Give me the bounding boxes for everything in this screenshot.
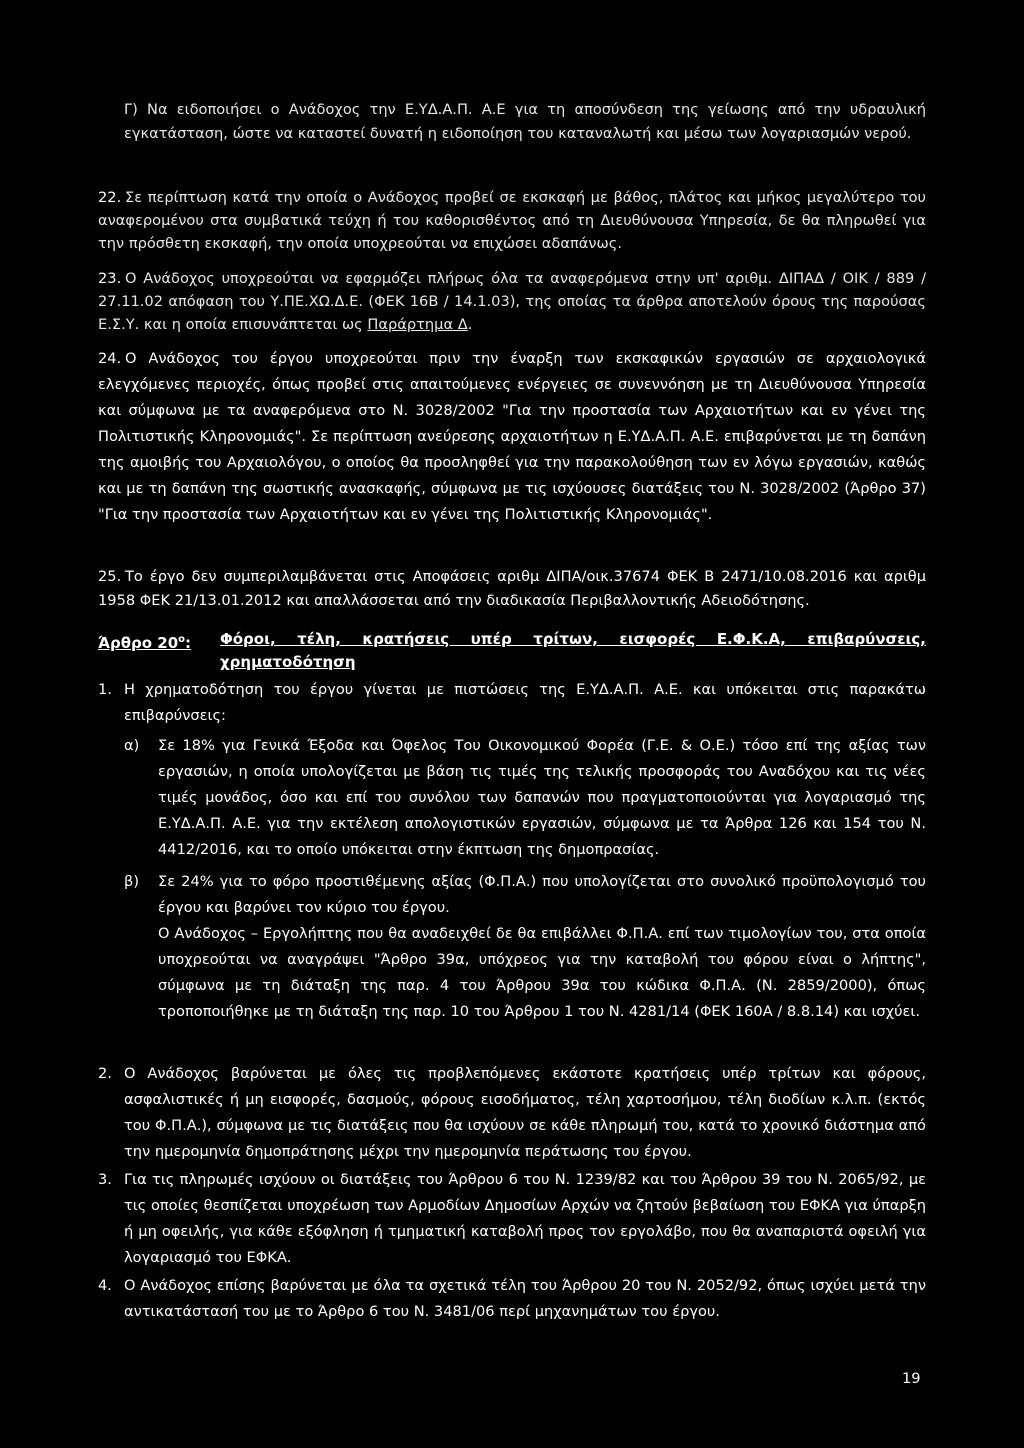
item-25-text: [98, 565, 926, 613]
appendix-d-link[interactable]: Παράρτημα Δ: [367, 316, 468, 333]
item-1-text: Η χρηματοδότηση του έργου γίνεται με πιστώσεις της Ε.ΥΔ.Α.Π. Α.Ε. και υπόκειται στις παρακάτω επιβαρύνσεις:: [124, 681, 926, 724]
item-23-end: .: [467, 316, 473, 333]
item-22-text: [98, 186, 926, 255]
item-3-text: Για τις πληρωμές ισχύουν οι διατάξεις του Άρθρου 6 του Ν. 1239/82 και του Άρθρου 39 του Ν. 2065/92, με τις οποίες θεσπίζεται υποχρέωση των Αρμοδίων Δημοσίων Αρχών να ζητούν βεβαίωση του ΕΦΚΑ για ύπαρξη ή μη οφειλής, για κάθε εξόφληση ή τμηματική καταβολή προς τον εργολάβο, που θα αναπαριστά οφειλή για λογαριασμό του ΕΦΚΑ.: [124, 1171, 926, 1266]
item-24-body: Ο Ανάδοχος του έργου υποχρεούται πριν την έναρξη των εκσκαφικών εργασιών σε αρχαιολογικά ελεγχόμενες περιοχές, όπως προβεί στις απαιτούμενες ενέργειες σε συνεννόηση με τη Διευθύνουσα Υπηρεσία και σύμφωνα με τα αναφερόμενα στο Ν. 3028/2002 "Για την προστασία των Αρχαιοτήτων και εν γένει της Πολιτιστικής Κληρονομιάς". Σε περίπτωση ανεύρεσης αρχαιοτήτων η Ε.ΥΔ.Α.Π. Α.Ε. επιβαρύνεται με τη δαπάνη της αμοιβής του Αρχαιολόγου, ο οποίος θα προσληφθεί για την παρακολούθηση των εν λόγω εργασιών, καθώς και με τη δαπάνη της σωστικής ανασκαφής, σύμφωνα με τις ισχύουσες διατάξεις του Ν. 3028/2002 (Άρθρο 37) "Για την προστασία των Αρχαιοτήτων και εν γένει της Πολιτιστικής Κληρονομιάς".: [98, 350, 926, 523]
article-label: [98, 634, 191, 652]
page-number: 19: [902, 1370, 921, 1387]
item-4-number: 4.: [98, 1277, 112, 1294]
article-20-heading: [98, 628, 926, 671]
sub-b-text-2: Ο Ανάδοχος – Εργολήπτης που θα αναδειχθεί δε θα επιβάλλει Φ.Π.Α. επί των τιμολογίων του, στα οποία υποχρεούται να αναγράψει "Άρθρο 39α, υπόχρεος για την καταβολή του φόρου είναι ο λήπτης", σύμφωνα με τη διάταξη της παρ. 4 του Άρθρου 39α του κώδικα Φ.Π.Α. (Ν. 2859/2000), όπως τροποποιήθηκε με τη διάταξη της παρ. 10 του Άρθρου 1 του Ν. 4281/14 (ΦΕΚ 160Α / 8.8.14) και ισχύει.: [158, 925, 926, 1020]
item-24-text: [98, 346, 926, 528]
paragraph-g: Γ) Να ειδοποιήσει ο Ανάδοχος την Ε.ΥΔ.Α.Π. Α.Ε για τη αποσύνδεση της γείωσης από την υδραυλική εγκατάσταση, ώστε να καταστεί δυνατή η ειδοποίηση του καταναλωτή και μέσω των λογαριασμών νερού.: [124, 101, 926, 142]
item-23-text: [98, 267, 926, 336]
item-22-number: 22.: [98, 189, 122, 206]
article-label-sup: ο: [178, 634, 186, 645]
item-22-body: Σε περίπτωση κατά την οποία ο Ανάδοχος προβεί σε εκσκαφή με βάθος, πλάτος και μήκος μεγαλύτερο του αναφερομένου στα συμβατικά τεύχη ή του καθορισθέντος από τη Διευθύνουσα Υπηρεσία, δε θα πληρωθεί για την πρόσθετη εκσκαφή, την οποία υποχρεούται να επιχώσει αδαπάνως.: [98, 189, 926, 252]
article-label-text: Άρθρο 20: [98, 634, 179, 652]
article-colon: :: [185, 634, 192, 652]
item-23-number: 23.: [98, 270, 122, 287]
item-1-number: 1.: [98, 681, 112, 698]
item-2-text: Ο Ανάδοχος βαρύνεται με όλες τις προβλεπόμενες εκάστοτε κρατήσεις υπέρ τρίτων και φόρους, ασφαλιστικές ή μη εισφορές, δασμούς, φόρους εισοδήματος, τέλη χαρτοσήμου, τέλη διοδίων κ.λ.π. (εκτός του Φ.Π.Α.), σύμφωνα με τις διατάξεις που θα ισχύουν σε κάθε πληρωμή του, κατά το χρονικό διάστημα από την ημερομηνία δημοπράτησης μέχρι την ημερομηνία περάτωσης του έργου.: [124, 1065, 926, 1160]
item-2-number: 2.: [98, 1065, 112, 1082]
item-25-body: Το έργο δεν συμπεριλαμβάνεται στις Αποφάσεις αριθμ ΔΙΠΑ/οικ.37674 ΦΕΚ Β 2471/10.08.2016 και αριθμ 1958 ΦΕΚ 21/13.01.2012 και απαλλάσσεται από την διαδικασία Περιβαλλοντικής Αδειοδότησης.: [98, 568, 926, 609]
sub-b-text: Σε 24% για το φόρο προστιθέμενης αξίας (Φ.Π.Α.) που υπολογίζεται στο συνολικό προϋπολογισμό του έργου και βαρύνει τον κύριο του έργου.: [158, 873, 926, 916]
item-24-number: 24.: [98, 350, 122, 367]
sub-b-label: β): [124, 873, 140, 890]
item-23-body: Ο Ανάδοχος υποχρεούται να εφαρμόζει πλήρως όλα τα αναφερόμενα στην υπ' αριθμ. ΔΙΠΑΔ / ΟΙΚ / 889 / 27.11.02 απόφαση του Υ.ΠΕ.ΧΩ.Δ.Ε. (ΦΕΚ 16Β / 14.1.03), της οποίας τα άρθρα αποτελούν όρους της παρούσας Ε.Σ.Υ. και η οποία επισυνάπτεται ως: [98, 270, 926, 333]
sub-a-label: α): [124, 737, 140, 754]
article-title-line-1: Φόροι, τέλη, κρατήσεις υπέρ τρίτων, εισφορές Ε.Φ.Κ.Α, επιβαρύνσεις,: [220, 630, 926, 648]
article-title-line-2: χρηματοδότηση: [220, 653, 356, 671]
sub-a-text: Σε 18% για Γενικά Έξοδα και Όφελος Του Οικονομικού Φορέα (Γ.Ε. & Ο.Ε.) τόσο επί της αξίας των εργασιών, η οποία υπολογίζεται με βάση τις τιμές της τελικής προσφοράς του Αναδόχου και τις νέες τιμές μονάδος, όσο και επί του συνόλου των δαπανών που πραγματοποιούνται για λογαριασμό της Ε.ΥΔ.Α.Π. Α.Ε. για την εκτέλεση απολογιστικών εργασιών, σύμφωνα με τα Άρθρα 126 και 154 του Ν. 4412/2016, και το οποίο υπόκειται στην έκπτωση της δημοπρασίας.: [158, 737, 926, 858]
item-25-number: 25.: [98, 568, 122, 585]
item-4-text: Ο Ανάδοχος επίσης βαρύνεται με όλα τα σχετικά τέλη του Άρθρου 20 του Ν. 2052/92, όπως ισχύει μετά την αντικατάστασή του με το Άρθρο 6 του Ν. 3481/06 περί μηχανημάτων του έργου.: [124, 1277, 926, 1320]
item-3-number: 3.: [98, 1171, 112, 1188]
